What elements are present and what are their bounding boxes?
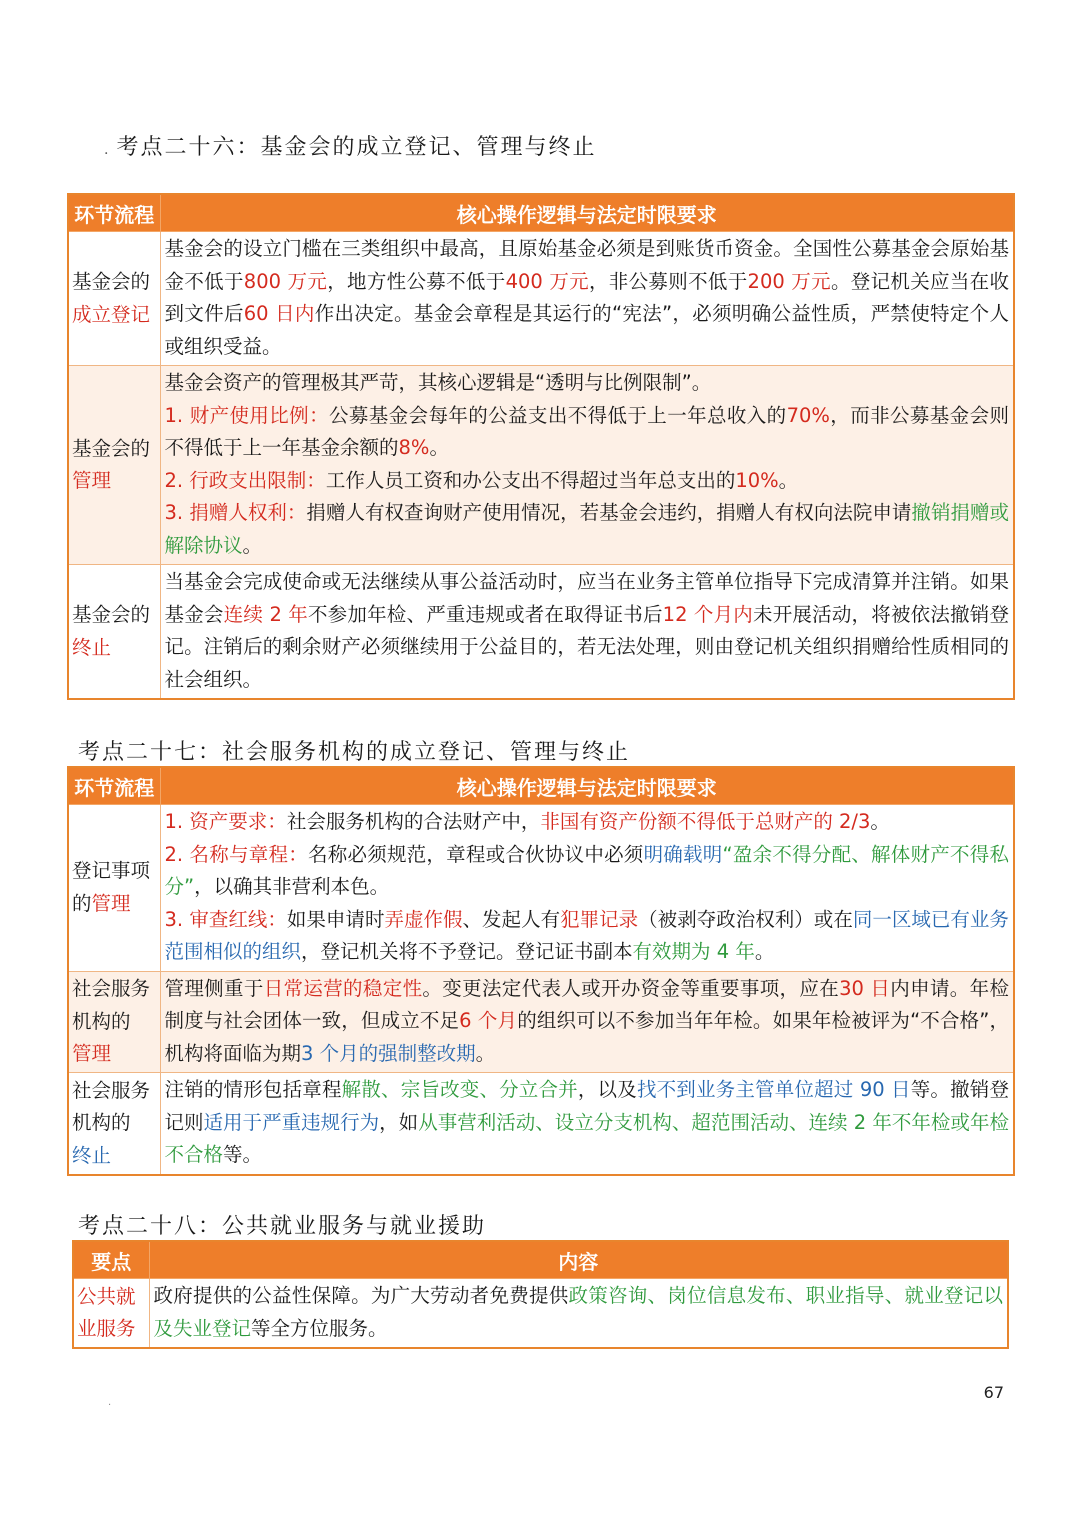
row-label: 基金会的 终止: [68, 565, 160, 700]
header-core-logic: 核心操作逻辑与法定时限要求: [160, 767, 1014, 805]
row-label: 社会服务 机构的 终止: [68, 1073, 160, 1175]
table-foundation: [67, 193, 1015, 700]
table-row-registration: [68, 232, 1014, 366]
table-row-termination: [68, 565, 1014, 700]
table-row-management: [68, 366, 1014, 565]
row-label: 公共就业服务: [73, 1279, 149, 1349]
list-item: 2. 名称与章程：名称必须规范，章程或合伙协议中必须明确载明“盈余不得分配、解体财产不得私分”，以确其非营利本色。: [164, 842, 1009, 898]
row-content: 注销的情形包括章程解散、宗旨改变、分立合并，以及找不到业务主管单位超过 90 日等。撤销登记则适用于严重违规行为，如从事营利活动、设立分支机构、超范围活动、连续 2 年不年检或年检不合格等。: [160, 1073, 1014, 1175]
section-26-title-text: 考点二十六：基金会的成立登记、管理与终止: [116, 135, 597, 160]
section-27-title: 考点二十七：社会服务机构的成立登记、管理与终止: [78, 740, 631, 765]
section-26-title: [104, 130, 596, 161]
row-content: 管理侧重于日常运营的稳定性。变更法定代表人或开办资金等重要事项，应在30 日内申请。年检制度与社会团体一致，但成立不足6 个月的组织可以不参加当年年检。如果年检被评为“不合格”，机构将面临为期3 个月的强制整改期。: [160, 971, 1014, 1073]
row-label: 基金会的 管理: [68, 366, 160, 565]
row-content: 基金会的设立门槛在三类组织中最高，且原始基金必须是到账货币资金。全国性公募基金会原始基金不低于800 万元，地方性公募不低于400 万元，非公募则不低于200 万元。登记机关应当在收到文件后60 日内作出决定。基金会章程是其运行的“宪法”，必须明确公益性质，严禁使特定个人或组织受益。: [160, 232, 1014, 366]
list-item: 3. 审查红线：如果申请时弄虚作假、发起人有犯罪记录（被剥夺政治权利）或在同一区域已有业务范围相似的组织，登记机关将不予登记。登记证书副本有效期为 4 年。: [164, 907, 1009, 963]
header-content: 内容: [149, 1241, 1008, 1279]
table-header-row: [73, 1241, 1008, 1279]
list-item: 1. 财产使用比例：公募基金会每年的公益支出不得低于上一年总收入的70%，而非公募基金会则不得低于上一年基金余额的8%。: [164, 403, 1009, 459]
list-item: 3. 捐赠人权利：捐赠人有权查询财产使用情况，若基金会违约，捐赠人有权向法院申请撤销捐赠或解除协议。: [164, 501, 1009, 557]
table-row-management: [68, 971, 1014, 1073]
table-header-row: [68, 767, 1014, 805]
row-content: 基金会资产的管理极其严苛，其核心逻辑是“透明与比例限制”。 1. 财产使用比例：公募基金会每年的公益支出不得低于上一年总收入的70%，而非公募基金会则不得低于上一年基金余额的8%。 2. 行政支出限制：工作人员工资和办公支出不得超过当年总支出的10%。 3. 捐赠人权利：捐赠人有权查询财产使用情况，若基金会违约，捐赠人有权向法院申请撤销捐赠或解除协议。: [160, 366, 1014, 565]
header-point: 要点: [73, 1241, 149, 1279]
header-stage: 环节流程: [68, 194, 160, 232]
row-content: 当基金会完成使命或无法继续从事公益活动时，应当在业务主管单位指导下完成清算并注销。如果基金会连续 2 年不参加年检、严重违规或者在取得证书后12 个月内未开展活动，将被依法撤销登记。注销后的剩余财产必须继续用于公益目的，若无法处理，则由登记机关组织捐赠给性质相同的社会组织。: [160, 565, 1014, 700]
list-item: 2. 行政支出限制：工作人员工资和办公支出不得超过当年总支出的10%。: [164, 468, 799, 492]
row-label: 基金会的 成立登记: [68, 232, 160, 366]
footer-dot: .: [108, 1397, 112, 1408]
header-stage: 环节流程: [68, 767, 160, 805]
row-label: 社会服务 机构的 管理: [68, 971, 160, 1073]
page-number: 67: [983, 1383, 1004, 1402]
table-row-registration-items: [68, 805, 1014, 972]
table-public-employment: [72, 1240, 1009, 1349]
row-label: 登记事项 的管理: [68, 805, 160, 972]
list-item: 1. 资产要求：社会服务机构的合法财产中，非国有资产份额不得低于总财产的 2/3。: [164, 810, 890, 833]
section-28-title: 考点二十八：公共就业服务与就业援助: [78, 1214, 487, 1239]
table-social-service-org: [67, 766, 1015, 1176]
bullet-dot: .: [104, 142, 111, 158]
header-core-logic: 核心操作逻辑与法定时限要求: [160, 194, 1014, 232]
table-header-row: [68, 194, 1014, 232]
row-content: [160, 805, 1014, 972]
row-content: 政府提供的公益性保障。为广大劳动者免费提供政策咨询、岗位信息发布、职业指导、就业登记以及失业登记等全方位服务。: [149, 1279, 1008, 1349]
table-row-public-employment: [73, 1279, 1008, 1349]
table-row-termination: [68, 1073, 1014, 1175]
